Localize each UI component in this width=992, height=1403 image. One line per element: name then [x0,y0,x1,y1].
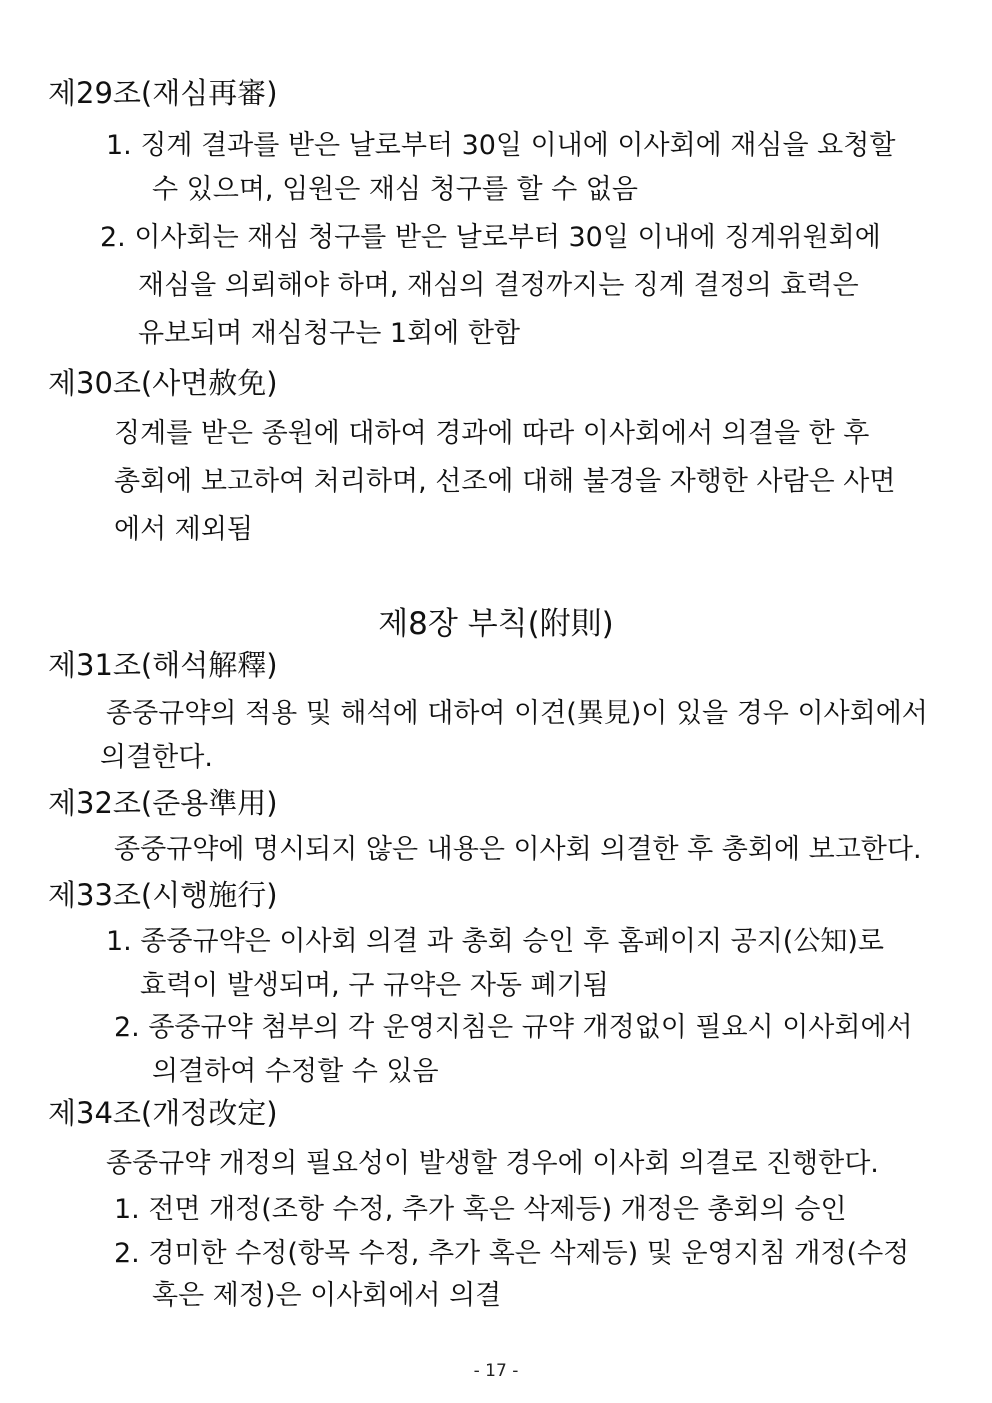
article-29-item-1-line-1: 1. 징계 결과를 받은 날로부터 30일 이내에 이사회에 재심을 요청할 [106,130,896,161]
article-34-heading: 제34조(개정改定) [48,1096,278,1130]
article-31-line-1: 종중규약의 적용 및 해석에 대하여 이견(異見)이 있을 경우 이사회에서 [106,698,928,729]
article-30-line-3: 에서 제외됨 [114,514,253,545]
article-32-heading: 제32조(준용準用) [48,786,278,820]
article-29-item-1-line-2: 수 있으며, 임원은 재심 청구를 할 수 없음 [152,174,638,205]
article-33-item-1-line-2: 효력이 발생되며, 구 규약은 자동 폐기됨 [140,970,609,1001]
article-31-line-2: 의결한다. [100,742,213,773]
article-30-line-2: 총회에 보고하여 처리하며, 선조에 대해 불경을 자행한 사람은 사면 [114,466,896,497]
article-34-item-2-line-1: 2. 경미한 수정(항목 수정, 추가 혹은 삭제등) 및 운영지침 개정(수정 [114,1238,910,1269]
article-33-item-1-line-1: 1. 종중규약은 이사회 의결 과 총회 승인 후 홈페이지 공지(公知)로 [106,926,884,957]
article-30-line-1: 징계를 받은 종원에 대하여 경과에 따라 이사회에서 의결을 한 후 [114,418,870,449]
article-29-heading: 제29조(재심再審) [48,76,278,110]
article-33-item-2-line-2: 의결하여 수정할 수 있음 [152,1056,439,1087]
article-34-item-1-line-1: 1. 전면 개정(조항 수정, 추가 혹은 삭제등) 개정은 총회의 승인 [114,1194,847,1225]
chapter-8-title: 제8장 부칙(附則) [378,606,614,642]
article-32-line-1: 종중규약에 명시되지 않은 내용은 이사회 의결한 후 총회에 보고한다. [114,834,922,865]
article-33-heading: 제33조(시행施行) [48,878,278,912]
article-30-heading: 제30조(사면赦免) [48,366,278,400]
article-29-item-2-line-2: 재심을 의뢰해야 하며, 재심의 결정까지는 징계 결정의 효력은 [138,270,859,301]
article-31-heading: 제31조(해석解釋) [48,648,278,682]
page-number: - 17 - [473,1361,519,1381]
article-34-item-2-line-2: 혹은 제정)은 이사회에서 의결 [152,1280,502,1311]
article-29-item-2-line-3: 유보되며 재심청구는 1회에 한함 [138,318,520,349]
article-34-intro: 종중규약 개정의 필요성이 발생할 경우에 이사회 의결로 진행한다. [106,1148,879,1179]
article-29-item-2-line-1: 2. 이사회는 재심 청구를 받은 날로부터 30일 이내에 징계위원회에 [100,222,881,253]
article-33-item-2-line-1: 2. 종중규약 첨부의 각 운영지침은 규약 개정없이 필요시 이사회에서 [114,1012,913,1043]
